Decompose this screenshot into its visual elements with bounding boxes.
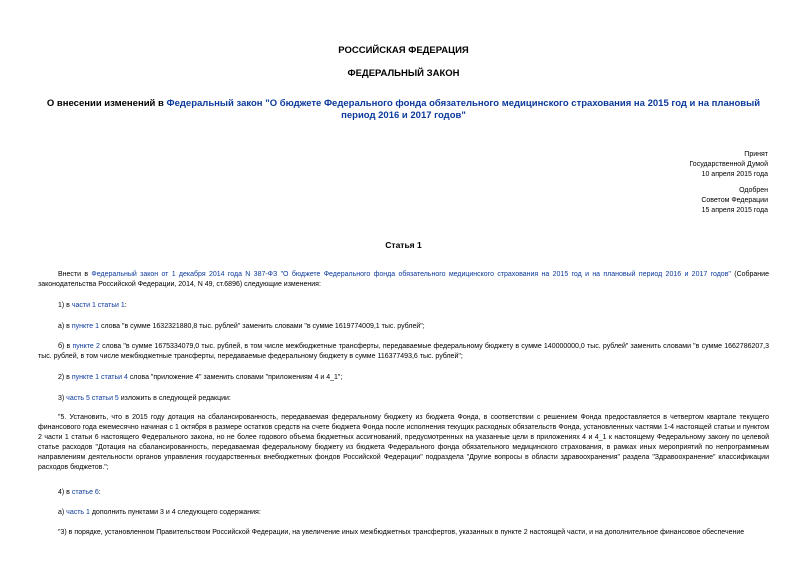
doc-type-heading: ФЕДЕРАЛЬНЫЙ ЗАКОН [347,68,460,79]
item-2-post: слова "приложение 4" заменить словами "приложениям 4 и 4_1"; [127,374,343,381]
item-1a-post: слова "в сумме 1632321880,8 тыс. рублей" заменить словами "в сумме 1619774009,1 тыс. рублей"; [99,323,425,330]
item-4a-quote: "3) в порядке, установленном Правительством Российской Федерации, на увеличение иных межбюджетных трансфертов, указанных в пункте 2 настоящей части, и на дополнительное финансовое обеспечение [58,529,745,536]
intro-law-link[interactable]: Федеральный закон от 1 декабря 2014 года N 387-ФЗ "О бюджете Федерального фонда обязательного медицинского страхования на 2015 год и на плановый период 2016 и 2017 годов" [91,271,731,278]
accepted-by: Государственной Думой [689,161,768,168]
item-4a-link[interactable]: часть 1 [66,509,90,516]
approved-label: Одобрен [739,187,768,194]
item-3-pre: 3) [58,395,67,402]
approved-by: Советом Федерации [701,197,768,204]
intro-pre: Внести в [58,271,92,278]
item-4-pre: 4) в [58,489,72,496]
item-2 [38,373,769,383]
accepted-date: 10 апреля 2015 года [701,171,768,178]
item-2-link[interactable]: пункте 1 статьи 4 [71,374,128,381]
item-1b-pre: б) в [58,343,73,350]
item-1 [38,301,769,311]
item-3 [38,394,769,404]
item-1-post: : [124,302,127,309]
item-1-link[interactable]: части 1 статьи 1 [71,302,125,309]
item-4-link[interactable]: статье 6 [71,489,99,496]
item-4-post: : [98,489,101,496]
item-1-pre: 1) в [58,302,72,309]
item-1b [38,342,769,362]
item-1b-post: слова "в сумме 1675334079,0 тыс. рублей, в том числе межбюджетные трансферты, передаваемые федеральному бюджету в сумме 140000000,0 тыс. рублей" заменить словами "в сумме 1662786207,3 тыс. рублей, в том числе межбюджетные трансферты, передаваемые федеральному бюджету в сумме 116377493,6 тыс. рублей"; [38,343,769,360]
title-prefix: О внесении изменений в [46,98,167,109]
country-heading: РОССИЙСКАЯ ФЕДЕРАЦИЯ [338,45,469,56]
accepted-label: Принят [744,151,768,158]
article-title: Статья 1 [385,240,422,250]
item-3-post: изложить в следующей редакции: [118,395,231,402]
item-4a-post: дополнить пунктами 3 и 4 следующего содержания: [89,509,261,516]
article-intro [38,270,769,290]
approved-date: 15 апреля 2015 года [701,207,768,214]
item-1a-pre: а) в [58,323,72,330]
item-2-pre: 2) в [58,374,72,381]
item-4a [38,508,769,518]
item-3-link[interactable]: часть 5 статьи 5 [66,395,119,402]
item-4a-pre: а) [58,509,67,516]
adoption-duma [689,150,768,180]
item-1a-link[interactable]: пункте 1 [71,323,99,330]
item-1a [38,322,769,332]
item-3-quote: "5. Установить, что в 2015 году дотация на сбалансированность, передаваемая федеральному бюджету из бюджета Фонда, в соответствии с решением Фонда предоставляется в четвертом квартале текущего финансового года ежемесячно начиная с 1 октября в размере остатков средств на счете бюджета Фонда после исполнения текущих расходных обязательств Фонда, установленных частями 1-4 настоящей статьи и пунктом 2 части 1 статьи 6 настоящего Федерального закона, но не более годового объема бюджетных ассигнований, предусмотренных на указанные цели в приложениях 4 и 4_1 к настоящему Федеральному закону по целевой статье расходов "Дотация на сбалансированность, передаваемая федеральному бюджету из бюджета Федерального фонда обязательного медицинского страхования, в рамках иных мероприятий по непрограммным направлениям деятельности органов управления государственных внебюджетных фондов Российской Федерации" подраздела "Другие вопросы в области здравоохранения" раздела "Здравоохранение" классификации расходов бюджетов."; [38,414,769,471]
item-1b-link[interactable]: пункте 2 [72,343,100,350]
intro-post: (Собрание законодательства Российской Федерации, 2014, N 49, ст.6896) следующие изменения: [38,271,769,288]
law-title [0,98,807,122]
title-law-link[interactable]: Федеральный закон "О бюджете Федерального фонда обязательного медицинского страхования на 2015 год и на плановый период 2016 и 2017 годов" [166,98,761,121]
adoption-federation-council [701,186,768,216]
item-4 [38,488,769,498]
